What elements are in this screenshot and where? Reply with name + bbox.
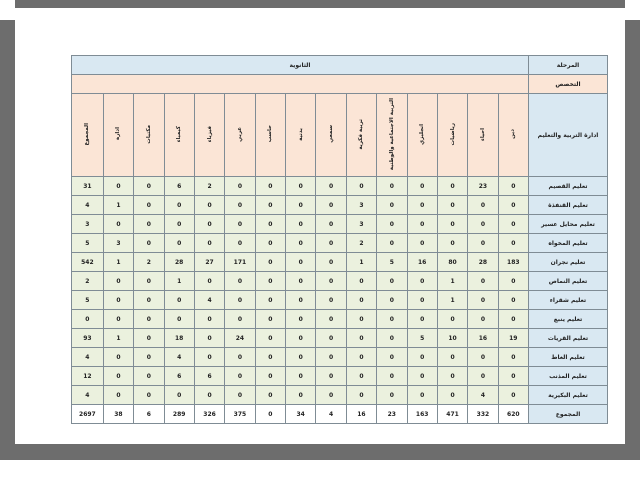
table-row [72, 367, 608, 386]
table-cell: 0 [255, 272, 285, 291]
table-cell: 0 [103, 348, 133, 367]
total-cell: 34 [286, 405, 316, 424]
table-cell: 5 [72, 291, 104, 310]
table-cell: 0 [377, 310, 407, 329]
table-cell: 19 [498, 329, 528, 348]
table-cell: 0 [437, 367, 467, 386]
table-cell: 0 [316, 386, 346, 405]
table-cell: 0 [194, 234, 224, 253]
total-cell: 289 [164, 405, 194, 424]
table-cell: 0 [377, 234, 407, 253]
subject-header-label: التربية الاجتماعية والوطنية [388, 97, 395, 171]
table-cell: 23 [468, 177, 498, 196]
table-cell: 16 [407, 253, 437, 272]
subject-header [286, 94, 316, 177]
table-cell: 0 [498, 348, 528, 367]
table-cell: 1 [437, 272, 467, 291]
table-cell: 0 [407, 348, 437, 367]
table-cell: 0 [286, 272, 316, 291]
subject-header [194, 94, 224, 177]
table-cell: 0 [377, 177, 407, 196]
table-cell: 0 [255, 329, 285, 348]
table-cell: 0 [316, 329, 346, 348]
table-cell: 0 [225, 272, 255, 291]
table-cell: 0 [407, 215, 437, 234]
table-cell: 5 [72, 234, 104, 253]
total-cell: 620 [498, 405, 528, 424]
table-cell: 0 [468, 310, 498, 329]
subject-header-label: فيزياء [206, 125, 213, 143]
table-cell: 28 [164, 253, 194, 272]
table-cell: 0 [437, 310, 467, 329]
subject-header [316, 94, 346, 177]
table-row [72, 177, 608, 196]
table-cell: 183 [498, 253, 528, 272]
total-cell: 38 [103, 405, 133, 424]
table-row [72, 348, 608, 367]
table-cell: 0 [225, 177, 255, 196]
table-cell: 0 [346, 310, 376, 329]
table-cell: 0 [225, 386, 255, 405]
table-cell: 0 [194, 310, 224, 329]
total-cell: 4 [316, 405, 346, 424]
table-cell: 0 [134, 177, 164, 196]
top-bar-strip [15, 0, 625, 8]
table-cell: 5 [407, 329, 437, 348]
table-cell: 0 [346, 329, 376, 348]
stage-label: المرحلة [529, 56, 608, 75]
table-cell: 0 [255, 177, 285, 196]
row-label: تعليم محايل عسير [529, 215, 608, 234]
table-cell: 0 [164, 291, 194, 310]
table-cell: 1 [103, 196, 133, 215]
table-cell: 6 [164, 177, 194, 196]
table-cell: 0 [255, 196, 285, 215]
table-cell: 0 [377, 348, 407, 367]
table-cell: 0 [225, 367, 255, 386]
table-cell: 5 [377, 253, 407, 272]
table-cell: 3 [346, 215, 376, 234]
table-cell: 2 [72, 272, 104, 291]
table-cell: 0 [498, 310, 528, 329]
table-cell: 0 [164, 215, 194, 234]
table-cell: 6 [164, 367, 194, 386]
table-cell: 0 [164, 310, 194, 329]
table-cell: 0 [225, 215, 255, 234]
table-cell: 0 [346, 272, 376, 291]
table-row [72, 196, 608, 215]
table-cell: 0 [468, 234, 498, 253]
table-cell: 0 [407, 386, 437, 405]
total-cell: 163 [407, 405, 437, 424]
subject-header [498, 94, 528, 177]
table-cell: 0 [255, 291, 285, 310]
secondary-label: الثانوية [72, 56, 529, 75]
table-cell: 0 [498, 234, 528, 253]
row-label: تعليم القنفذة [529, 196, 608, 215]
table-cell: 1 [437, 291, 467, 310]
table-cell: 93 [72, 329, 104, 348]
table-row [72, 386, 608, 405]
table-cell: 0 [407, 367, 437, 386]
row-label: تعليم البكيرية [529, 386, 608, 405]
subject-header [255, 94, 285, 177]
table-cell: 0 [194, 329, 224, 348]
table-cell: 16 [468, 329, 498, 348]
table-cell: 0 [286, 367, 316, 386]
row-label: تعليم القصيم [529, 177, 608, 196]
table-cell: 0 [316, 272, 346, 291]
subject-header [437, 94, 467, 177]
total-cell: 471 [437, 405, 467, 424]
table-cell: 0 [225, 348, 255, 367]
table-cell: 0 [377, 329, 407, 348]
table-row [72, 253, 608, 272]
table-cell: 0 [72, 310, 104, 329]
table-cell: 0 [316, 367, 346, 386]
table-cell: 2 [194, 177, 224, 196]
table-row [72, 329, 608, 348]
row-label: تعليم شقراء [529, 291, 608, 310]
table-cell: 6 [194, 367, 224, 386]
table-cell: 0 [286, 310, 316, 329]
table-cell: 0 [103, 291, 133, 310]
table-cell: 10 [437, 329, 467, 348]
table-cell: 0 [316, 348, 346, 367]
table-cell: 0 [103, 215, 133, 234]
total-cell: 0 [255, 405, 285, 424]
table-cell: 0 [225, 196, 255, 215]
table-cell: 0 [194, 272, 224, 291]
total-cell: 2697 [72, 405, 104, 424]
table-cell: 0 [286, 215, 316, 234]
table-cell: 0 [255, 253, 285, 272]
table-cell: 0 [194, 348, 224, 367]
table-cell: 0 [103, 367, 133, 386]
subject-header-label: حاسب [267, 125, 274, 143]
table-cell: 3 [103, 234, 133, 253]
table-cell: 0 [316, 310, 346, 329]
table-cell: 0 [164, 234, 194, 253]
specialization-span [72, 75, 529, 94]
table-cell: 4 [72, 348, 104, 367]
subject-header-label: سمعي [328, 125, 335, 143]
table-cell: 2 [134, 253, 164, 272]
table-cell: 0 [407, 234, 437, 253]
table-cell: 27 [194, 253, 224, 272]
table-cell: 3 [346, 196, 376, 215]
table-cell: 1 [164, 272, 194, 291]
table-cell: 1 [103, 329, 133, 348]
table-cell: 0 [286, 291, 316, 310]
subject-header-label: عربي [236, 126, 243, 142]
table-cell: 2 [346, 234, 376, 253]
table-cell: 0 [346, 367, 376, 386]
table-cell: 1 [103, 253, 133, 272]
table-cell: 0 [377, 367, 407, 386]
table-cell: 0 [407, 272, 437, 291]
table-cell: 0 [134, 196, 164, 215]
subject-header [407, 94, 437, 177]
table-cell: 0 [468, 215, 498, 234]
table-cell: 0 [286, 329, 316, 348]
table-cell: 0 [225, 291, 255, 310]
bottom-strip [0, 460, 640, 480]
table-cell: 0 [134, 272, 164, 291]
table-cell: 0 [286, 177, 316, 196]
table-cell: 0 [103, 310, 133, 329]
subject-header [377, 94, 407, 177]
table-cell: 18 [164, 329, 194, 348]
table-cell: 0 [468, 196, 498, 215]
table-cell: 4 [72, 196, 104, 215]
table-cell: 542 [72, 253, 104, 272]
table-cell: 0 [468, 367, 498, 386]
table-cell: 0 [134, 367, 164, 386]
table-cell: 3 [72, 215, 104, 234]
table-cell: 0 [407, 291, 437, 310]
table-cell: 0 [377, 196, 407, 215]
table-cell: 0 [377, 215, 407, 234]
subject-header-label: بدنية [297, 127, 304, 141]
table-cell: 0 [316, 291, 346, 310]
table-row [72, 234, 608, 253]
table-cell: 0 [316, 234, 346, 253]
table-cell: 0 [164, 196, 194, 215]
table-cell: 28 [468, 253, 498, 272]
table-cell: 0 [498, 291, 528, 310]
row-label: تعليم المخواه [529, 234, 608, 253]
table-cell: 0 [134, 310, 164, 329]
table-cell: 0 [103, 177, 133, 196]
table-cell: 4 [72, 386, 104, 405]
row-label: تعليم نجران [529, 253, 608, 272]
table-cell: 31 [72, 177, 104, 196]
table-cell: 0 [134, 215, 164, 234]
table-cell: 0 [377, 291, 407, 310]
table-cell: 0 [437, 177, 467, 196]
table-cell: 0 [346, 291, 376, 310]
table-cell: 0 [134, 329, 164, 348]
row-label: تعليم الغاط [529, 348, 608, 367]
table-cell: 0 [255, 215, 285, 234]
table-cell: 0 [498, 386, 528, 405]
table-cell: 0 [437, 348, 467, 367]
table-cell: 0 [346, 177, 376, 196]
table-cell: 0 [286, 234, 316, 253]
admin-label: ادارة التربية والتعليم [529, 94, 608, 177]
table-cell: 4 [164, 348, 194, 367]
table-row [72, 291, 608, 310]
row-label: تعليم النماص [529, 272, 608, 291]
table-cell: 0 [498, 196, 528, 215]
total-cell: 6 [134, 405, 164, 424]
subject-header-label: ادارة [115, 127, 122, 141]
table-cell: 0 [468, 272, 498, 291]
table-cell: 0 [498, 272, 528, 291]
table-cell: 0 [194, 215, 224, 234]
table-cell: 0 [498, 367, 528, 386]
subject-header [103, 94, 133, 177]
subject-header-label: رياضيات [449, 122, 456, 146]
table-cell: 171 [225, 253, 255, 272]
table-cell: 0 [346, 386, 376, 405]
row-label: تعليم القريات [529, 329, 608, 348]
table-cell: 4 [194, 291, 224, 310]
table-cell: 0 [255, 234, 285, 253]
table-cell: 0 [286, 386, 316, 405]
subject-header-label: مكتبات [145, 124, 152, 144]
subject-header-label: المجموع [84, 122, 91, 146]
table-cell: 0 [286, 348, 316, 367]
subject-header-label: تربية فكرية [358, 118, 365, 150]
table-cell: 0 [255, 348, 285, 367]
table-cell: 0 [407, 196, 437, 215]
table-cell: 0 [134, 291, 164, 310]
total-row [72, 405, 608, 424]
table-cell: 0 [316, 253, 346, 272]
table-cell: 0 [164, 386, 194, 405]
total-cell: 23 [377, 405, 407, 424]
table-cell: 0 [316, 215, 346, 234]
table-cell: 0 [407, 310, 437, 329]
subject-header-label: احياء [479, 127, 486, 141]
table-cell: 0 [437, 196, 467, 215]
total-cell: 326 [194, 405, 224, 424]
total-cell: 375 [225, 405, 255, 424]
table-cell: 80 [437, 253, 467, 272]
table-cell: 1 [346, 253, 376, 272]
table-cell: 0 [134, 386, 164, 405]
table-cell: 0 [377, 272, 407, 291]
table-cell: 0 [255, 386, 285, 405]
table-cell: 12 [72, 367, 104, 386]
row-label: تعليم المذنب [529, 367, 608, 386]
table-cell: 0 [103, 272, 133, 291]
table-cell: 0 [377, 386, 407, 405]
table-cell: 0 [286, 253, 316, 272]
table-cell: 4 [468, 386, 498, 405]
table-cell: 0 [255, 310, 285, 329]
table-cell: 0 [255, 367, 285, 386]
table-cell: 24 [225, 329, 255, 348]
subject-header [225, 94, 255, 177]
table-cell: 0 [225, 310, 255, 329]
table-cell: 0 [468, 348, 498, 367]
total-cell: 332 [468, 405, 498, 424]
subject-header [164, 94, 194, 177]
table-cell: 0 [498, 215, 528, 234]
table-cell: 0 [346, 348, 376, 367]
subject-header [468, 94, 498, 177]
table-cell: 0 [194, 386, 224, 405]
subject-header-label: انجليزي [419, 123, 426, 145]
subject-header [72, 94, 104, 177]
specialization-label: التخصص [529, 75, 608, 94]
table-cell: 0 [134, 348, 164, 367]
subject-header [346, 94, 376, 177]
table-cell: 0 [498, 177, 528, 196]
subject-header [134, 94, 164, 177]
table-cell: 0 [286, 196, 316, 215]
table-cell: 0 [194, 196, 224, 215]
row-label: المجموع [529, 405, 608, 424]
table-cell: 0 [225, 234, 255, 253]
table-cell: 0 [437, 386, 467, 405]
table-cell: 0 [103, 386, 133, 405]
row-label: تعليم ينبع [529, 310, 608, 329]
table-cell: 0 [437, 215, 467, 234]
table-cell: 0 [134, 234, 164, 253]
table-row [72, 215, 608, 234]
subject-header-label: كيمياء [176, 125, 183, 143]
statistics-table [71, 55, 608, 424]
total-cell: 16 [346, 405, 376, 424]
table-cell: 0 [437, 234, 467, 253]
table-cell: 0 [316, 196, 346, 215]
table-cell: 0 [407, 177, 437, 196]
table-cell: 0 [316, 177, 346, 196]
table-row [72, 310, 608, 329]
subject-header-label: دين [510, 129, 517, 139]
table-row [72, 272, 608, 291]
table-cell: 0 [468, 291, 498, 310]
